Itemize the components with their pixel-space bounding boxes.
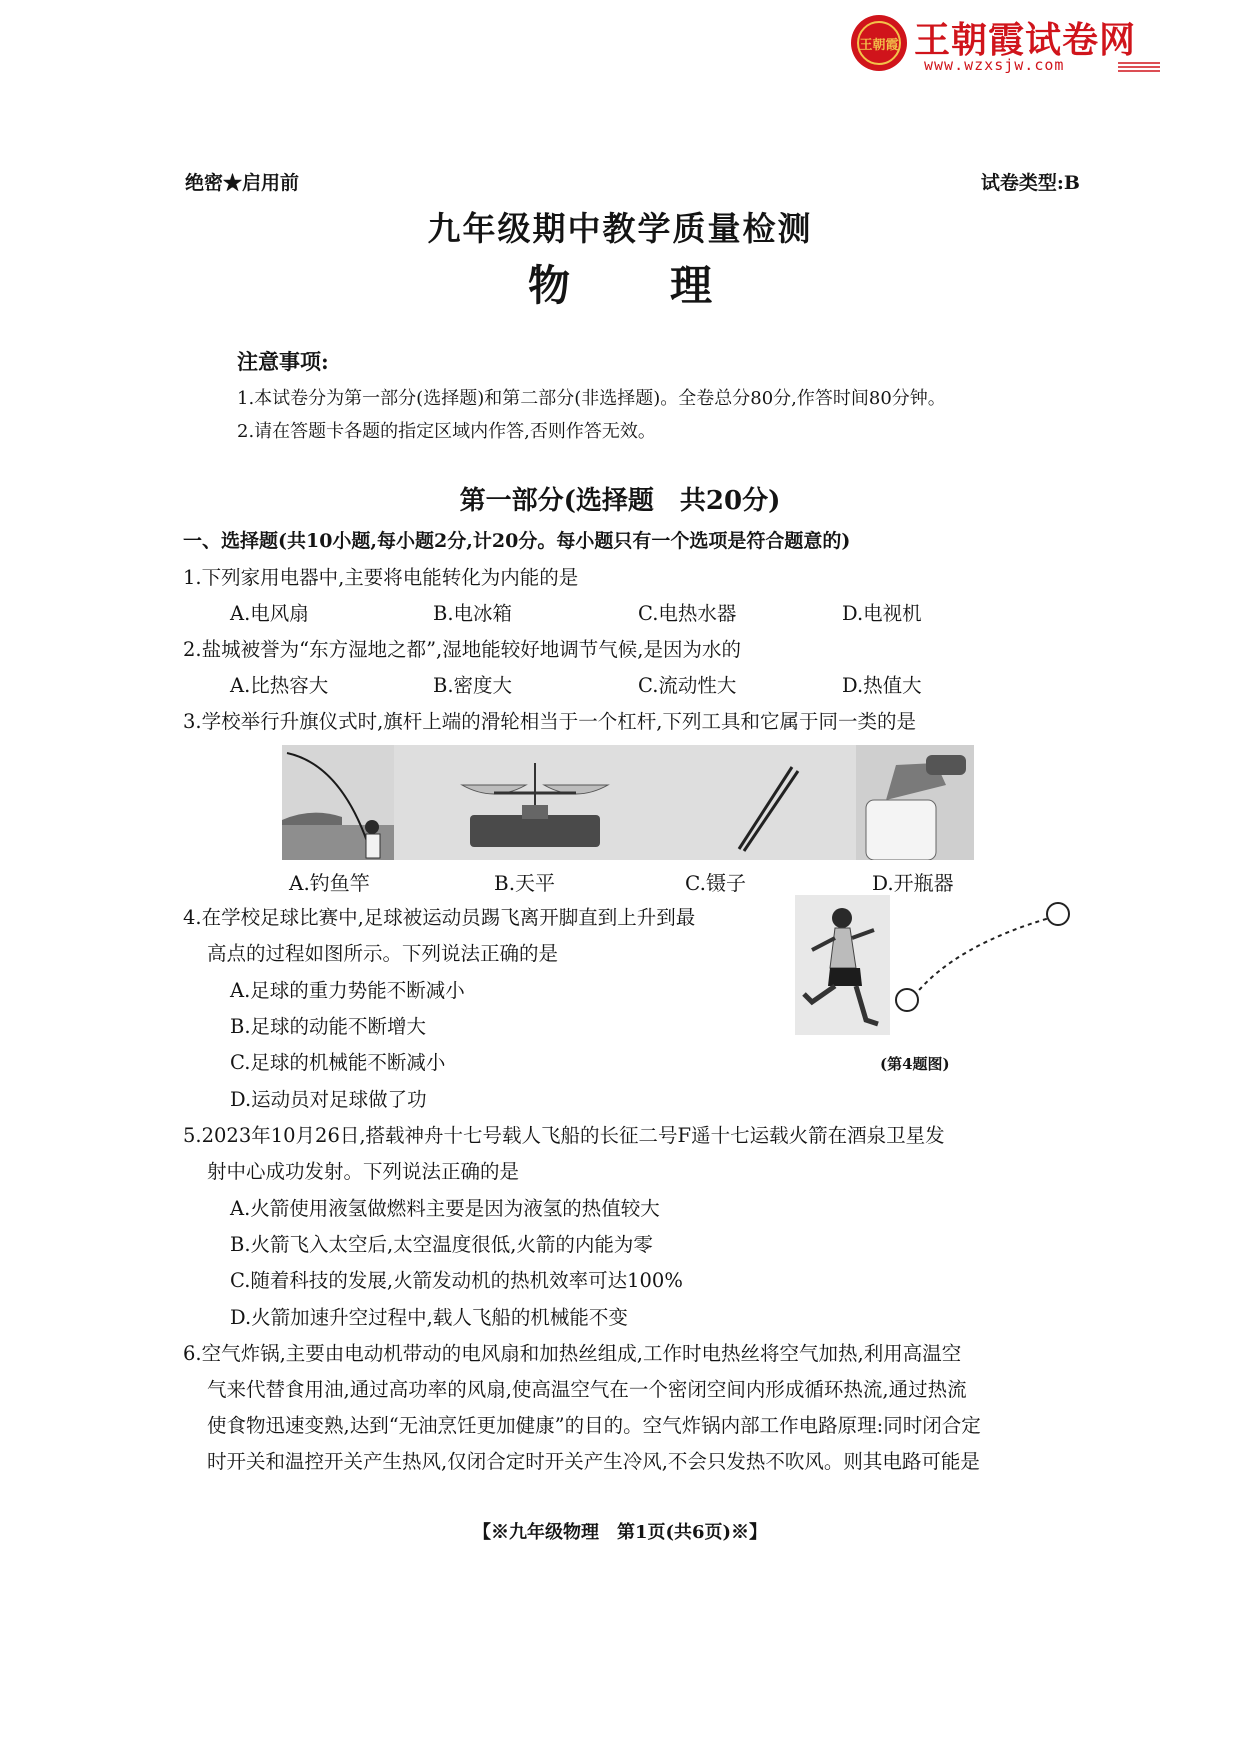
section-title: 一、选择题(共10小题,每小题2分,计20分。每小题只有一个选项是符合题意的) (183, 530, 851, 552)
question-stem: 气来代替食用油,通过高功率的风扇,使高温空气在一个密闭空间内形成循环热流,通过热流 (207, 1378, 967, 1401)
question-stem: 6.空气炸锅,主要由电动机带动的电风扇和加热丝组成,工作时电热丝将空气加热,利用高温空 (183, 1342, 962, 1365)
option: A.火箭使用液氢做燃料主要是因为液氢的热值较大 (230, 1197, 660, 1220)
question-stem: 1.下列家用电器中,主要将电能转化为内能的是 (183, 566, 579, 589)
option: D.电视机 (842, 602, 922, 625)
subject-char: 物 (527, 261, 570, 310)
subject-char: 理 (670, 261, 713, 310)
option: D.火箭加速升空过程中,载人飞船的机械能不变 (230, 1306, 628, 1329)
option: D.运动员对足球做了功 (230, 1088, 427, 1111)
seal-icon (850, 14, 908, 72)
page-footer: 【※九年级物理 第1页(共6页)※】 (472, 1522, 768, 1543)
option: A.电风扇 (230, 602, 309, 625)
option: D.热值大 (842, 674, 922, 697)
image-label: C.镊子 (685, 871, 746, 895)
part-title: 第一部分(选择题 共20分) (459, 486, 781, 516)
fishing-rod-photo (282, 745, 394, 860)
balance-tweezers-photo (394, 745, 856, 860)
note-item: 1.本试卷分为第一部分(选择题)和第二部分(非选择题)。全卷总分80分,作答时间80分钟。 (237, 388, 946, 409)
image-label: D.开瓶器 (872, 871, 954, 895)
question-stem: 时开关和温控开关产生热风,仅闭合定时开关产生冷风,不会只发热不吹风。则其电路可能是 (207, 1450, 980, 1473)
paper-type: 试卷类型:B (980, 172, 1080, 194)
option: C.随着科技的发展,火箭发动机的热机效率可达100% (230, 1269, 683, 1292)
option: C.足球的机械能不断减小 (230, 1051, 446, 1074)
note-item: 2.请在答题卡各题的指定区域内作答,否则作答无效。 (237, 421, 656, 442)
question-stem: 射中心成功发射。下列说法正确的是 (207, 1160, 520, 1183)
confidential-mark: 绝密★启用前 (185, 172, 300, 194)
image-label: A.钓鱼竿 (289, 871, 370, 895)
site-logo (850, 10, 1160, 80)
logo-title: 王朝霞试卷网 (914, 20, 1137, 61)
option: B.足球的动能不断增大 (230, 1015, 427, 1038)
option: C.电热水器 (638, 602, 737, 625)
option: B.火箭飞入太空后,太空温度很低,火箭的内能为零 (230, 1233, 653, 1256)
option: C.流动性大 (638, 674, 737, 697)
question-stem: 2.盐城被誉为“东方湿地之都”,湿地能较好地调节气候,是因为水的 (183, 638, 741, 661)
logo-url: www.wzxsjw.com (924, 56, 1065, 74)
bottle-opener-photo (856, 745, 974, 860)
option: B.电冰箱 (433, 602, 513, 625)
logo-swoosh-icon (1118, 60, 1160, 74)
question-stem: 5.2023年10月26日,搭载神舟十七号载人飞船的长征二号F遥十七运载火箭在酒泉卫星发 (183, 1124, 945, 1147)
question-stem: 高点的过程如图所示。下列说法正确的是 (207, 942, 559, 965)
subject-title (0, 253, 1240, 313)
notes-title: 注意事项: (237, 349, 329, 374)
football-trajectory-figure (790, 890, 1080, 1040)
figure-caption: (第4题图) (880, 1055, 950, 1073)
exam-title: 九年级期中教学质量检测 (427, 209, 813, 248)
question-stem: 3.学校举行升旗仪式时,旗杆上端的滑轮相当于一个杠杆,下列工具和它属于同一类的是 (183, 710, 917, 733)
image-label: B.天平 (494, 871, 556, 895)
option: B.密度大 (433, 674, 513, 697)
question-stem: 使食物迅速变熟,达到“无油烹饪更加健康”的目的。空气炸锅内部工作电路原理:同时闭合定 (207, 1414, 981, 1437)
question-stem: 4.在学校足球比赛中,足球被运动员踢飞离开脚直到上升到最 (183, 906, 696, 929)
seal-text: 王朝霞 (859, 38, 899, 53)
option: A.足球的重力势能不断减小 (230, 979, 465, 1002)
option: A.比热容大 (230, 674, 329, 697)
